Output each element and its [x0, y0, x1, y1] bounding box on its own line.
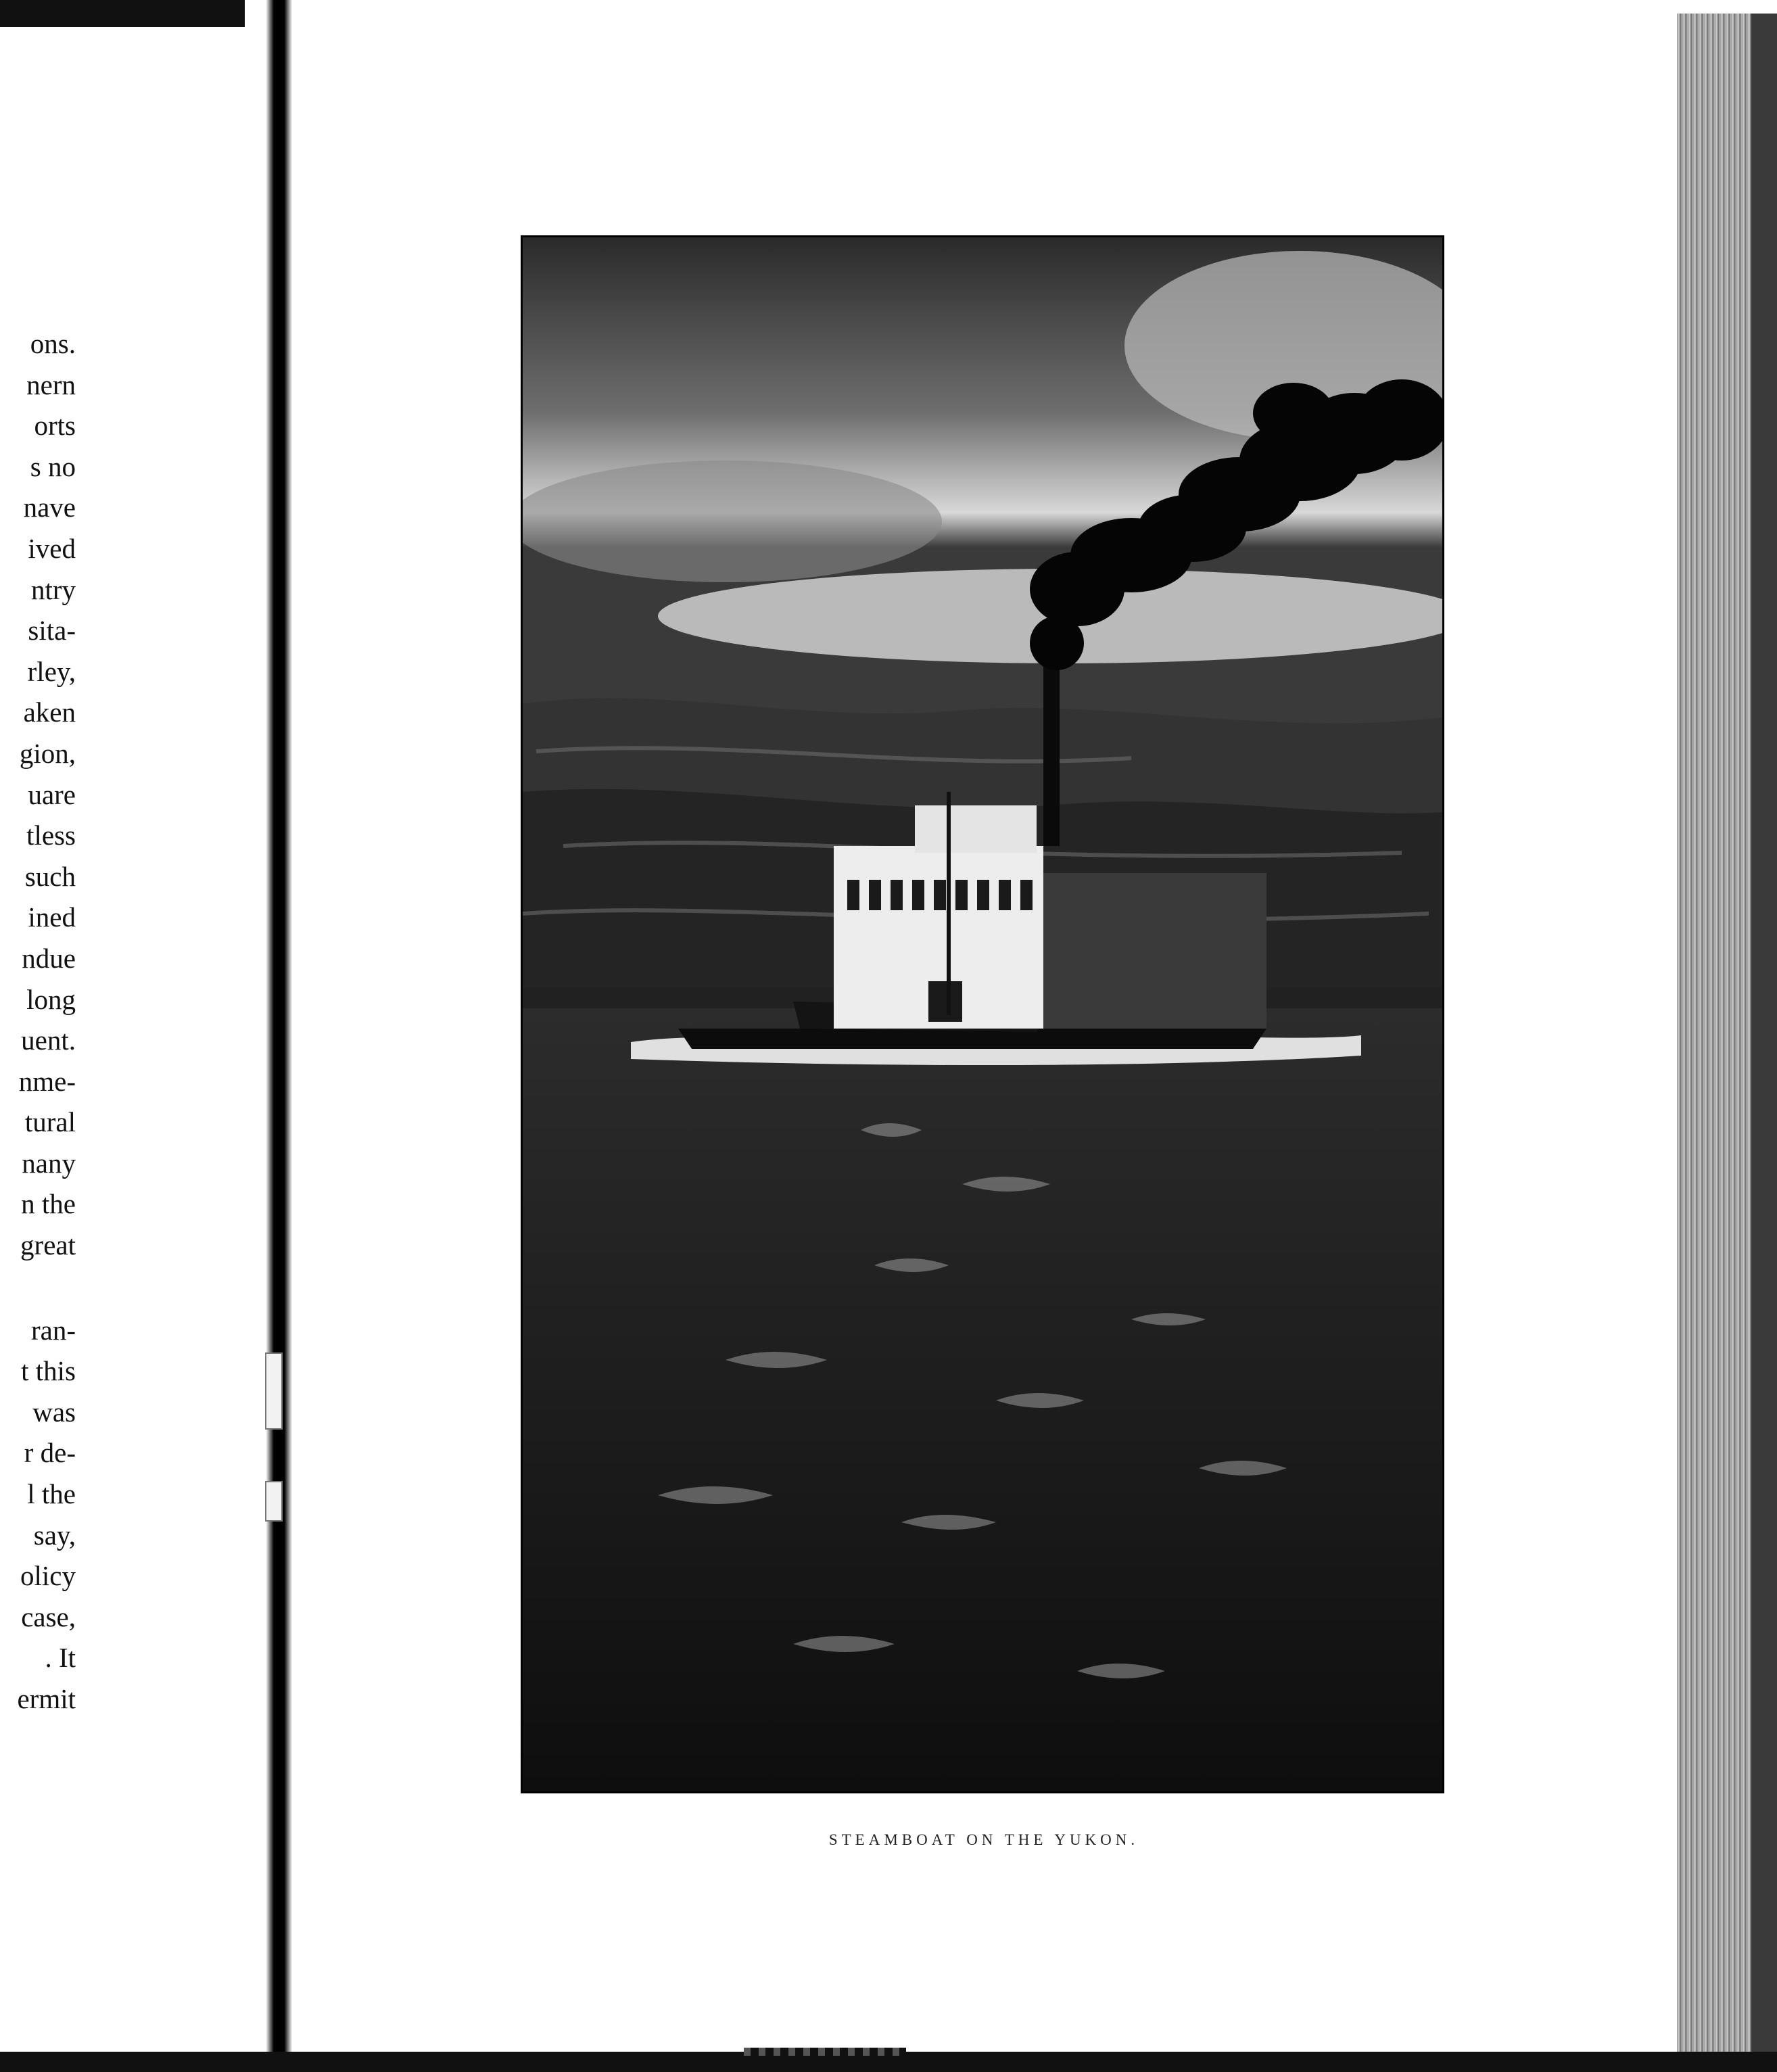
- left-page-line: ived: [28, 532, 76, 564]
- river-water: [523, 1008, 1442, 1791]
- pilot-house: [915, 805, 1037, 853]
- smokestack: [1043, 657, 1060, 846]
- left-page-line: say,: [33, 1519, 76, 1551]
- bottom-page-fragment: [744, 2048, 906, 2056]
- left-page-line: ined: [28, 901, 76, 933]
- left-page-line: nave: [23, 492, 76, 523]
- left-page-line: aken: [23, 697, 76, 728]
- left-page-line: s no: [30, 450, 76, 482]
- left-page-line: gion,: [19, 737, 76, 769]
- left-page-line: t this: [21, 1355, 76, 1387]
- left-page-line: r de-: [24, 1437, 76, 1469]
- illustration-plate: [521, 235, 1444, 1793]
- left-page-line: ons.: [30, 328, 76, 359]
- left-page-text-column: [0, 323, 76, 1720]
- left-page-line: great: [20, 1229, 76, 1261]
- gutter-tab: [265, 1352, 283, 1430]
- cloud-light: [523, 461, 942, 582]
- boat-side: [1043, 873, 1266, 1029]
- left-page-line: ndue: [22, 942, 76, 974]
- left-page-line: l the: [27, 1478, 76, 1510]
- left-page-line: uare: [28, 778, 76, 810]
- left-page-line: orts: [34, 410, 76, 442]
- book-gutter: [245, 0, 298, 2072]
- left-page-line: ermit: [17, 1683, 76, 1714]
- left-page-line: n the: [21, 1188, 76, 1220]
- left-page-line: olicy: [20, 1560, 76, 1592]
- left-page-line: tless: [26, 820, 76, 851]
- left-page-line: such: [24, 860, 76, 892]
- left-page-line: uent.: [21, 1025, 76, 1056]
- left-page-line: sita-: [28, 615, 76, 646]
- left-page-line: was: [32, 1396, 76, 1428]
- left-page-line: nern: [26, 369, 76, 400]
- left-page-line: ran-: [30, 1314, 76, 1346]
- left-page-line: rley,: [27, 655, 76, 687]
- left-page-line: case,: [21, 1601, 76, 1632]
- paragraph-gap: [0, 1266, 76, 1310]
- gutter-tab: [265, 1481, 283, 1522]
- plate-caption: STEAMBOAT ON THE YUKON.: [828, 1831, 1139, 1848]
- left-page-line: . It: [45, 1642, 76, 1674]
- left-page-line: ntry: [30, 573, 76, 605]
- left-page-line: long: [26, 983, 76, 1015]
- left-page-line: nany: [22, 1147, 76, 1179]
- boat-hull: [678, 1029, 1266, 1049]
- page-edges-shadow: [1751, 14, 1777, 2072]
- left-page-line: nme-: [18, 1065, 76, 1097]
- left-page-line: tural: [24, 1106, 76, 1138]
- steamboat-illustration: [523, 237, 1442, 1791]
- left-page: [0, 0, 284, 2072]
